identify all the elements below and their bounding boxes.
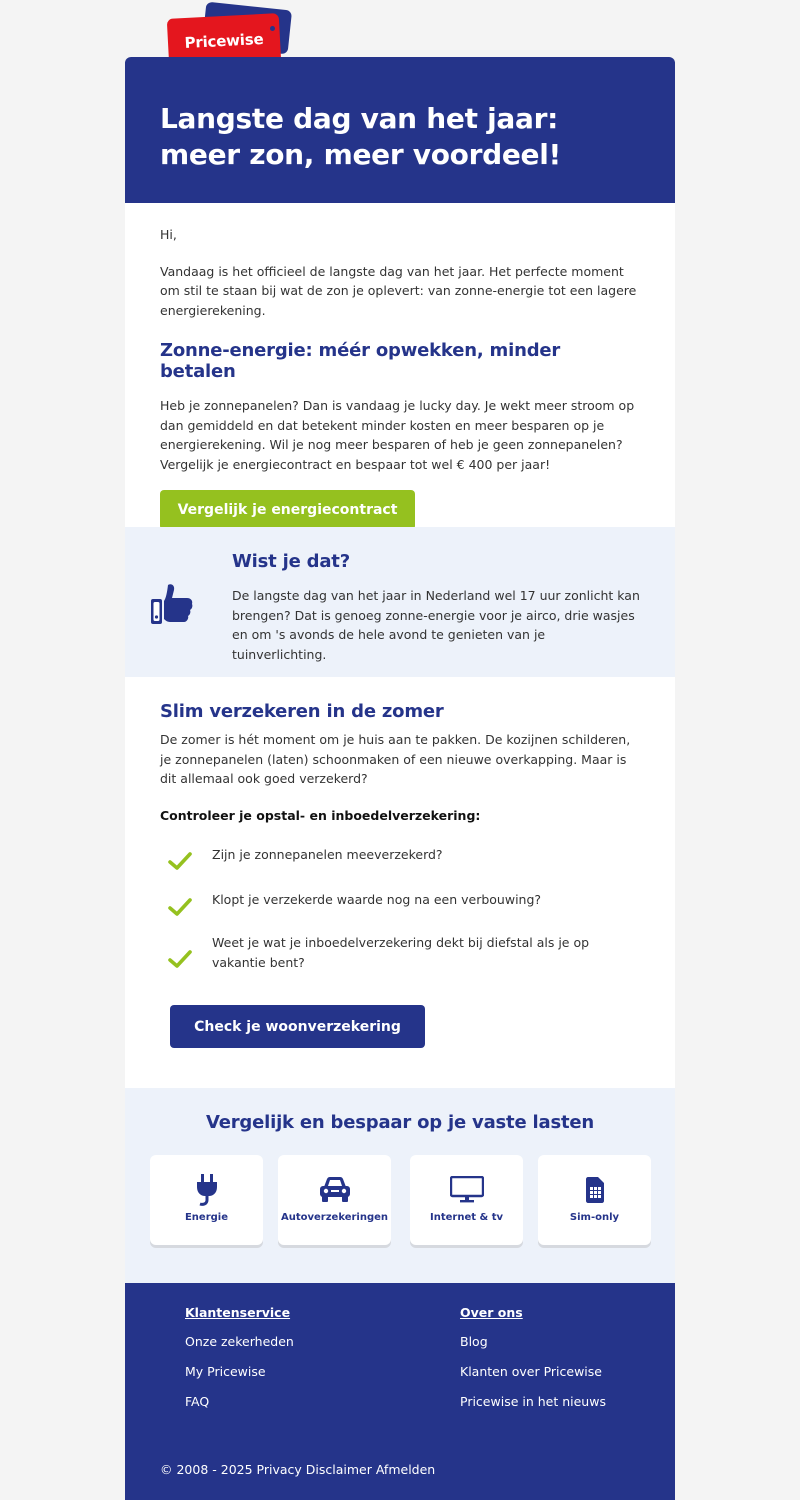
tile-autoverzekeringen[interactable] — [278, 1155, 391, 1245]
footer-col-over-ons — [460, 1305, 606, 1424]
tile-energie[interactable] — [150, 1155, 263, 1245]
car-icon — [318, 1173, 352, 1207]
logo-text: Pricewise — [184, 29, 264, 53]
solar-heading: Zonne-energie: méér opwekken, minder betalen — [160, 340, 561, 382]
footer-link-blog[interactable]: Blog — [460, 1334, 488, 1349]
footer-link-klanten-over-pricewise[interactable]: Klanten over Pricewise — [460, 1364, 602, 1379]
plug-icon — [192, 1173, 222, 1207]
checklist-item — [160, 923, 640, 993]
compare-heading: Vergelijk en bespaar op je vaste lasten — [206, 1112, 594, 1133]
checklist-item — [160, 835, 640, 879]
tile-sim-only[interactable] — [538, 1155, 651, 1245]
compare-energy-button[interactable]: Vergelijk je energiecontract — [160, 490, 415, 530]
checklist-item-text: Weet je wat je inboedelverzekering dekt bij diefstal als je op vakantie bent? — [212, 935, 590, 970]
category-tiles — [150, 1155, 650, 1247]
did-you-know-body: De langste dag van het jaar in Nederland wel 17 uur zonlicht kan brengen? Dat is genoeg zonne-energie voor je airco, drie wasjes en om 's avonds de hele avond te genieten van je tuinverlichting. — [232, 588, 640, 662]
sim-card-icon — [584, 1173, 606, 1207]
footer-link-onze-zekerheden[interactable]: Onze zekerheden — [185, 1334, 294, 1349]
did-you-know-section — [125, 527, 675, 677]
greeting: Hi, — [160, 227, 177, 242]
checklist-item-text: Zijn je zonnepanelen meeverzekerd? — [212, 847, 443, 862]
insurance-section — [125, 677, 675, 1088]
intro-section — [125, 203, 675, 527]
checklist-title: Controleer je opstal- en inboedelverzekering: — [160, 807, 481, 823]
did-you-know-heading: Wist je dat? — [232, 551, 350, 572]
insurance-body: De zomer is hét moment om je huis aan te pakken. De kozijnen schilderen, je zonnepanelen (laten) schoonmaken of een nieuwe overkapping. Maar is dit allemaal ook goed verzekerd? — [160, 732, 631, 786]
checklist-item-text: Klopt je verzekerde waarde nog na een verbouwing? — [212, 892, 542, 907]
footer — [125, 1283, 675, 1500]
footer-link-faq[interactable]: FAQ — [185, 1394, 210, 1409]
footer-copyright: © 2008 - 2025 Privacy Disclaimer Afmelden — [160, 1462, 436, 1477]
checklist — [160, 835, 640, 993]
compare-section — [125, 1088, 675, 1283]
thumbs-up-icon — [150, 581, 194, 631]
footer-link-my-pricewise[interactable]: My Pricewise — [185, 1364, 266, 1379]
footer-heading-klantenservice[interactable]: Klantenservice — [185, 1305, 291, 1320]
footer-col-klantenservice — [185, 1305, 294, 1424]
logo-dot — [270, 26, 275, 31]
check-icon — [168, 897, 192, 917]
tile-label: Energie — [184, 1212, 229, 1223]
hero-title: Langste dag van het jaar: meer zon, meer voordeel! — [160, 102, 562, 171]
tile-label: Sim-only — [569, 1212, 620, 1223]
intro-paragraph: Vandaag is het officieel de langste dag van het jaar. Het perfecte moment om stil te staan bij wat de zon je oplevert: van zonne-energie tot een lagere energierekening. — [160, 263, 637, 318]
solar-body: Heb je zonnepanelen? Dan is vandaag je lucky day. Je wekt meer stroom op dan gemiddeld en dat betekent minder kosten en meer besparen op je energierekening. Wil je nog meer besparen of heb je geen zonnepanelen? Vergelijk je energiecontract en bespaar tot wel € 400 per jaar! — [160, 398, 635, 472]
tile-internet-tv[interactable] — [410, 1155, 523, 1245]
footer-link-pricewise-in-het-nieuws[interactable]: Pricewise in het nieuws — [460, 1394, 606, 1409]
check-icon — [168, 949, 192, 969]
monitor-icon — [450, 1173, 484, 1207]
check-home-insurance-button[interactable]: Check je woonverzekering — [170, 1005, 425, 1048]
tile-label: Internet & tv — [430, 1212, 503, 1223]
tile-label: Autoverzekeringen — [280, 1212, 389, 1223]
checklist-item — [160, 879, 640, 923]
hero-banner — [125, 57, 675, 203]
footer-heading-over-ons[interactable]: Over ons — [460, 1305, 523, 1320]
check-icon — [168, 851, 192, 871]
insurance-heading: Slim verzekeren in de zomer — [160, 701, 444, 722]
